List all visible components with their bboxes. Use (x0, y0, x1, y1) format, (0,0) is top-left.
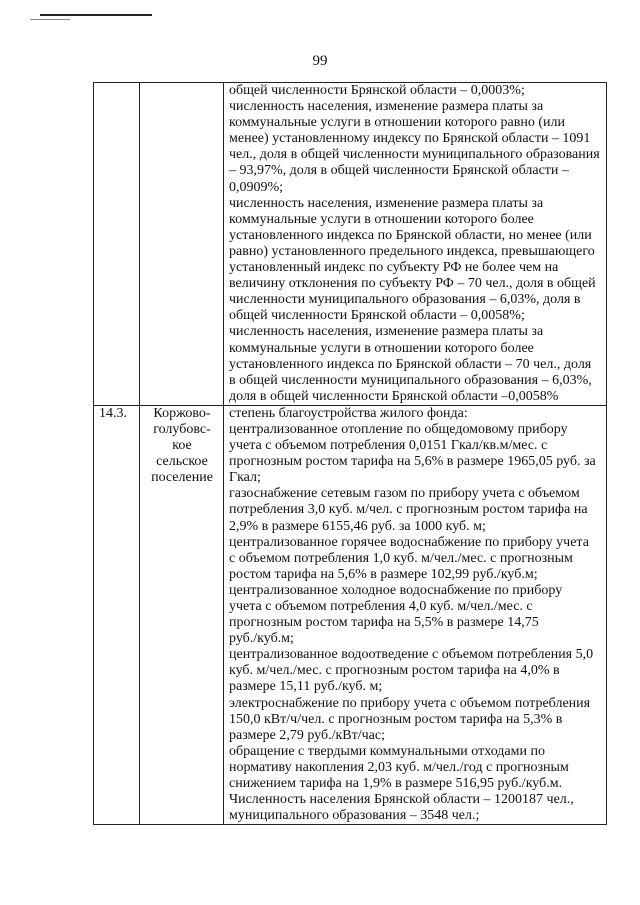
municipality-name-line: сельское (156, 454, 208, 470)
description-line: куб. м/чел./мес. с прогнозным ростом тарифа на 4,0% в (229, 663, 560, 679)
description-line: муниципального образования – 3548 чел.; (229, 808, 480, 824)
description-line: численность населения, изменение размера платы за (229, 324, 544, 340)
row-number-cell (94, 83, 140, 406)
description-line: электроснабжение по прибору учета с объемом потребления (229, 695, 591, 711)
document-table (93, 82, 607, 825)
description-line: – 93,97%, доля в общей численности Брянской области – (229, 163, 569, 179)
description-line: в общей численности муниципального образования – 6,03%, (229, 372, 592, 388)
description-line: 150,0 кВт/ч/чел. с прогнозным ростом тарифа на 5,3% в (229, 711, 563, 727)
description-line: учета с объемом потребления 4,0 куб. м/чел./мес. с (229, 599, 533, 614)
description-line: централизованное водоотведение с объемом потребления 5,0 (229, 647, 594, 663)
description-line: потребления 3,0 куб. м/чел. с прогнозным ростом тарифа на (229, 502, 588, 518)
description-cell (224, 83, 607, 406)
scan-artifact-rule-thin (30, 19, 70, 20)
description-line: газоснабжение сетевым газом по прибору учета с объемом (229, 486, 580, 502)
description-line: руб./куб.м; (229, 631, 294, 647)
description-line: установленного индекса по Брянской области, но менее (или (229, 227, 592, 243)
description-line: обращение с твердыми коммунальными отходами по (229, 743, 545, 759)
description-line: прогнозным ростом тарифа на 5,5% в размере 14,75 (229, 615, 539, 631)
description-line: Гкал; (229, 470, 261, 486)
description-line: величину отклонения по субъекту РФ – 70 чел., доля в общей (229, 276, 596, 292)
municipality-name-line: голубовс- (153, 421, 211, 437)
description-line: централизованное холодное водоснабжение по прибору (229, 582, 563, 598)
description-line: централизованное горячее водоснабжение по прибору учета (229, 534, 589, 550)
description-line: размере 15,11 руб./куб. м; (229, 679, 383, 695)
description-line: централизованное отопление по общедомовому прибору (229, 421, 568, 437)
description-line: прогнозным ростом тарифа на 5,6% в размере 1965,05 руб. за (229, 454, 596, 470)
municipality-name-line: поселение (151, 470, 213, 486)
municipality-name-line: кое (172, 438, 192, 454)
description-line: коммунальные услуги в отношении которого более (229, 211, 534, 227)
description-line: ростом тарифа на 5,6% в размере 102,99 руб./куб.м; (229, 566, 538, 582)
description-line: коммунальные услуги в отношении которого равно (или (229, 115, 565, 131)
description-line: с объемом потребления 1,0 куб. м/чел./мес. с прогнозным (229, 550, 573, 566)
description-line: общей численности Брянской области – 0,0003%; (229, 83, 525, 98)
table-row (94, 83, 607, 406)
description-line: численности муниципального образования – 6,03%, доля в (229, 292, 581, 308)
document-table-body (94, 83, 607, 825)
description-line: численность населения, изменение размера платы за (229, 99, 544, 115)
description-line: коммунальные услуги в отношении которого более (229, 340, 534, 356)
page-number: 99 (312, 53, 328, 69)
municipality-name-cell (140, 405, 224, 824)
table-row (94, 405, 607, 824)
scan-artifact-rule (40, 14, 152, 16)
row-number: 14.3. (99, 405, 127, 421)
description-line: нормативу накопления 2,03 куб. м/чел./год с прогнозным (229, 759, 569, 775)
description-line: 0,0909%; (229, 179, 284, 195)
description-line: Численность населения Брянской области – 1200187 чел., (229, 792, 574, 808)
municipality-name-cell (140, 83, 224, 406)
description-line: установленного индекса по Брянской области – 70 чел., доля (229, 356, 592, 372)
description-line: установленный индекс по субъекту РФ не более чем на (229, 260, 559, 276)
municipality-name-line: Коржово- (153, 405, 211, 421)
description-line: степень благоустройства жилого фонда: (229, 405, 468, 421)
description-line: численность населения, изменение размера платы за (229, 195, 544, 211)
description-line: равно) установленного предельного индекса, превышающего (229, 243, 595, 259)
description-line: учета с объемом потребления 0,0151 Гкал/кв.м/мес. с (229, 438, 548, 454)
description-line: снижением тарифа на 1,9% в размере 516,95 руб./куб.м. (229, 776, 563, 792)
description-line: 2,9% в размере 6155,46 руб. за 1000 куб. м; (229, 518, 486, 534)
description-line: менее) установленному индексу по Брянской области – 1091 (229, 131, 591, 147)
description-line: доля в общей численности Брянской области –0,0058% (229, 388, 559, 404)
description-line: чел., доля в общей численности муниципального образования (229, 147, 600, 163)
description-line: размере 2,79 руб./кВт/час; (229, 727, 385, 743)
description-line: общей численности Брянской области – 0,0058%; (229, 308, 525, 324)
row-number-cell (94, 405, 140, 824)
description-cell (224, 405, 607, 824)
